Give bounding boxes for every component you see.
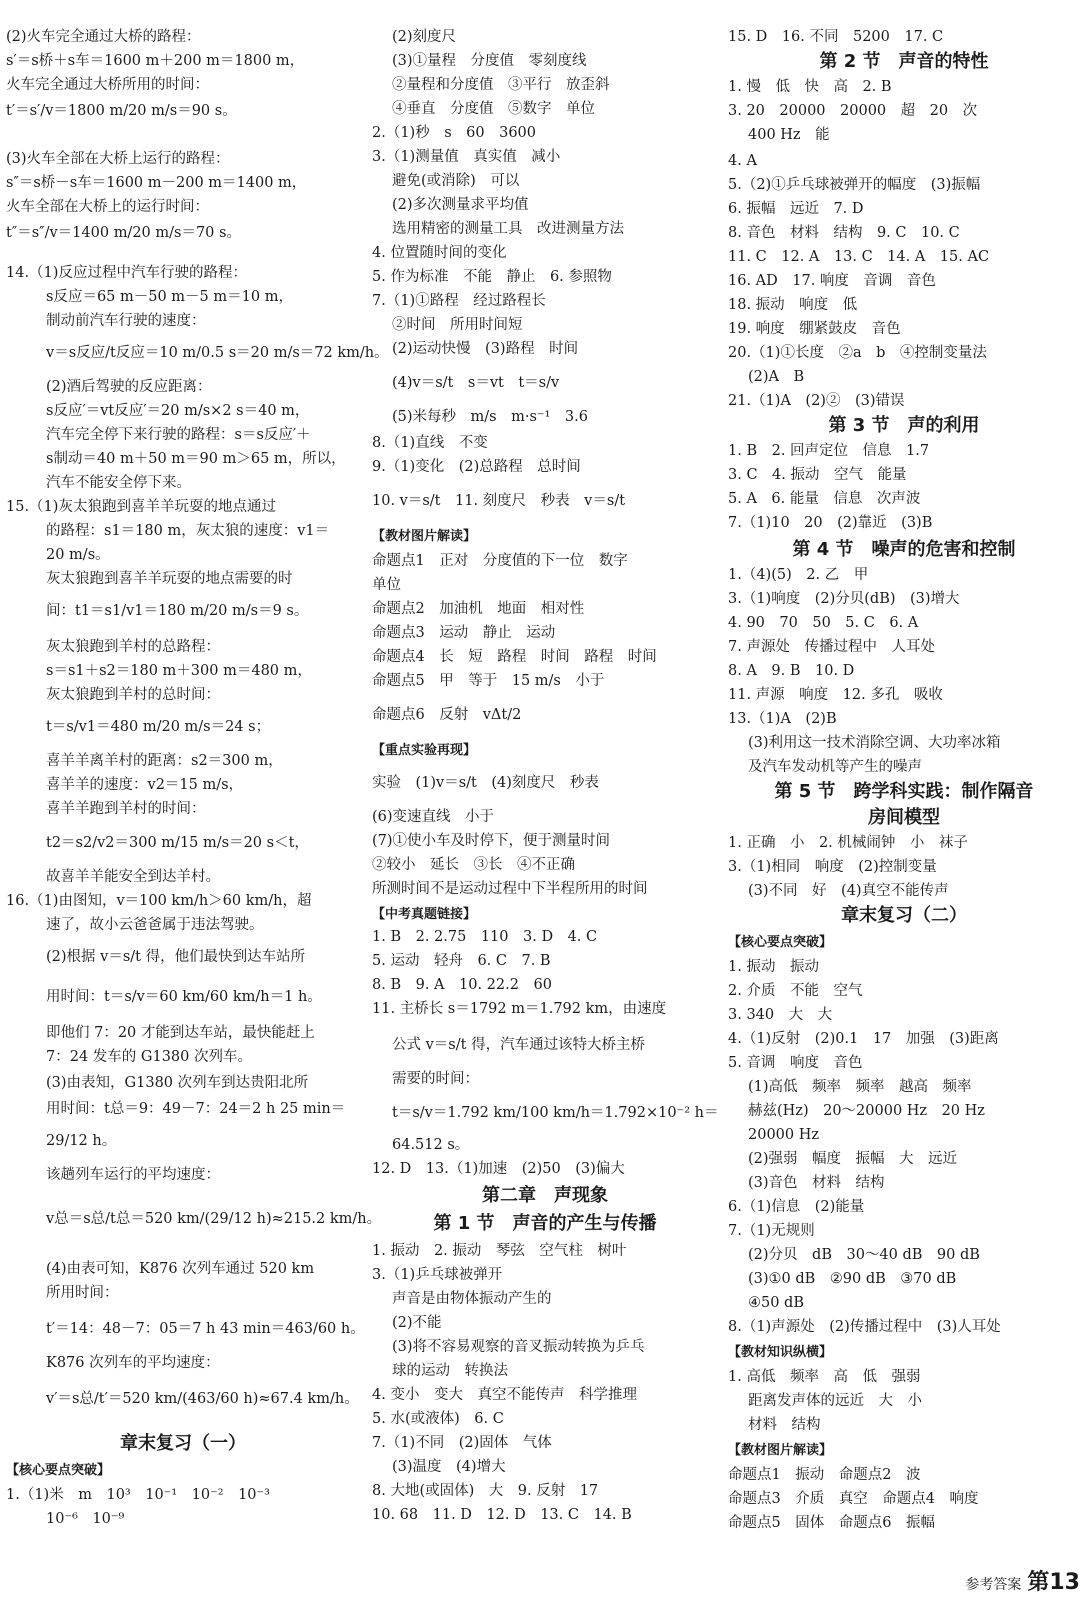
text-line: 灰太狼跑到喜羊羊玩耍的地点需要的时 — [46, 571, 293, 587]
text-line: 1.（1)米 m 10³ 10⁻¹ 10⁻² 10⁻³ — [6, 1487, 270, 1503]
text-line: 11. 声源 响度 12. 多孔 吸收 — [728, 687, 943, 703]
text-line: 1. 慢 低 快 高 2. B — [728, 79, 892, 95]
text-line: 2.（1)秒 s 60 3600 — [372, 125, 537, 141]
text-line: s″＝s桥－s车＝1600 m－200 m＝1400 m， — [6, 175, 307, 191]
text-line: 需要的时间： — [392, 1071, 479, 1087]
section-heading: 第 1 节 声音的产生与传播 — [433, 1213, 657, 1234]
text-line: (3)火车全部在大桥上运行的路程： — [6, 151, 230, 167]
text-line: 及汽车发动机等产生的噪声 — [748, 759, 922, 775]
text-line: 命题点1 振动 命题点2 波 — [728, 1467, 921, 1483]
text-line: 12. D 13.（1)加速 (2)50 (3)偏大 — [372, 1161, 625, 1177]
text-line: 即他们 7：20 才能到达车站，最快能赶上 — [46, 1025, 315, 1041]
text-line: 8.（1)声源处 (2)传播过程中 (3)人耳处 — [728, 1319, 1001, 1335]
text-line: 1.（4)(5) 2. 乙 甲 — [728, 567, 869, 583]
text-line: 1. 振动 2. 振动 琴弦 空气柱 树叶 — [372, 1243, 627, 1259]
text-line: 命题点3 运动 静止 运动 — [372, 625, 556, 641]
text-line: 5. 水(或液体) 6. C — [372, 1411, 504, 1427]
section-tag: 【核心要点突破】 — [728, 935, 833, 950]
text-line: 29/12 h。 — [46, 1133, 117, 1149]
text-line: 11. 主桥长 s＝1792 m＝1.792 km，由速度 — [372, 1001, 667, 1017]
text-line: 4.（1)反射 (2)0.1 17 加强 (3)距离 — [728, 1031, 999, 1047]
text-line: 7. 声源处 传播过程中 人耳处 — [728, 639, 935, 655]
text-line: 400 Hz 能 — [748, 127, 830, 143]
text-line: 1. 振动 振动 — [728, 959, 819, 975]
text-line: 8. 音色 材料 结构 9. C 10. C — [728, 225, 960, 241]
text-line: 1. 高低 频率 高 低 强弱 — [728, 1369, 921, 1385]
text-line: 用时间：t＝s/v＝60 km/60 km/h＝1 h。 — [46, 989, 322, 1005]
text-line: 16.（1)由图知，v＝100 km/h＞60 km/h，超 — [6, 893, 312, 909]
text-line: ②较小 延长 ③长 ④不正确 — [372, 857, 575, 873]
text-line: 2. 介质 不能 空气 — [728, 983, 863, 999]
text-line: (6)变速直线 小于 — [372, 809, 495, 825]
text-line: 5. A 6. 能量 信息 次声波 — [728, 491, 921, 507]
text-line: 命题点3 介质 真空 命题点4 响度 — [728, 1491, 979, 1507]
text-line: t2＝s2/v2＝300 m/15 m/s＝20 s＜t， — [46, 835, 309, 851]
text-line: 5. 作为标准 不能 静止 6. 参照物 — [372, 269, 612, 285]
text-line: (2)分贝 dB 30～40 dB 90 dB — [748, 1247, 980, 1263]
section-heading: 第 5 节 跨学科实践：制作隔音 — [774, 781, 1034, 802]
text-line: 汽车不能安全停下来。 — [46, 475, 191, 491]
text-line: 15.（1)灰太狼跑到喜羊羊玩耍的地点通过 — [6, 499, 276, 515]
text-line: (2)多次测量求平均值 — [392, 197, 529, 213]
text-line: 用时间：t总＝9：49－7：24＝2 h 25 min＝ — [46, 1101, 346, 1117]
text-line: 14.（1)反应过程中汽车行驶的路程： — [6, 265, 247, 281]
text-line: 1. B 2. 回声定位 信息 1.7 — [728, 443, 930, 459]
text-line: 7.（1)10 20 (2)靠近 (3)B — [728, 515, 933, 531]
text-line: K876 次列车的平均速度： — [46, 1355, 220, 1371]
section-heading: 第 2 节 声音的特性 — [819, 51, 989, 72]
text-line: 5. 运动 轻舟 6. C 7. B — [372, 953, 551, 969]
text-line: 制动前汽车行驶的速度： — [46, 313, 206, 329]
text-line: 汽车完全停下来行驶的路程：s＝s反应′＋ — [46, 427, 311, 443]
text-line: 3. 340 大 大 — [728, 1007, 833, 1023]
section-heading: 章末复习（一） — [120, 1433, 246, 1454]
text-line: 4. 位置随时间的变化 — [372, 245, 507, 261]
text-line: 公式 v＝s/t 得，汽车通过该特大桥主桥 — [392, 1037, 646, 1053]
text-line: 3.（1)响度 (2)分贝(dB) (3)增大 — [728, 591, 960, 607]
text-line: 的路程：s1＝180 m，灰太狼的速度：v1＝ — [46, 523, 330, 539]
section-tag: 【教材图片解读】 — [372, 529, 477, 544]
text-line: (2)酒后驾驶的反应距离： — [46, 379, 212, 395]
text-line: t′＝s′/v＝1800 m/20 m/s＝90 s。 — [6, 103, 237, 119]
text-line: 灰太狼跑到羊村的总时间： — [46, 687, 220, 703]
section-tag: 【教材知识纵横】 — [728, 1345, 833, 1360]
text-line: s＝s1＋s2＝180 m＋300 m＝480 m， — [46, 663, 312, 679]
text-line: 10. 68 11. D 12. D 13. C 14. B — [372, 1507, 632, 1523]
text-line: (3)音色 材料 结构 — [748, 1175, 885, 1191]
text-line: 该趟列车运行的平均速度： — [46, 1167, 220, 1183]
text-line: 命题点5 甲 等于 15 m/s 小于 — [372, 673, 605, 689]
text-line: 1. B 2. 2.75 110 3. D 4. C — [372, 929, 598, 945]
text-line: 喜羊羊跑到羊村的时间： — [46, 801, 206, 817]
text-line: ②时间 所用时间短 — [392, 317, 523, 333]
text-line: (1)高低 频率 频率 越高 频率 — [748, 1079, 972, 1095]
text-line: t＝s/v＝1.792 km/100 km/h＝1.792×10⁻² h＝ — [392, 1105, 719, 1121]
footer-label: 参考答案 — [965, 1577, 1022, 1593]
text-line: (2)不能 — [392, 1315, 442, 1331]
text-line: (5)米每秒 m/s m·s⁻¹ 3.6 — [392, 409, 588, 425]
text-line: v＝s反应/t反应＝10 m/0.5 s＝20 m/s＝72 km/h。 — [46, 345, 389, 361]
section-heading: 第 4 节 噪声的危害和控制 — [792, 539, 1016, 560]
text-line: s制动＝40 m＋50 m＝90 m＞65 m，所以， — [46, 451, 346, 467]
text-line: (3)由表知，G1380 次列车到达贵阳北所 — [46, 1075, 309, 1091]
text-line: 距离发声体的远近 大 小 — [748, 1393, 922, 1409]
text-line: v总＝s总/t总＝520 km/(29/12 h)≈215.2 km/h。 — [46, 1211, 382, 1227]
text-line: 命题点2 加油机 地面 相对性 — [372, 601, 585, 617]
text-line: 选用精密的测量工具 改进测量方法 — [392, 221, 624, 237]
text-line: 10. v＝s/t 11. 刻度尺 秒表 v＝s/t — [372, 493, 626, 509]
text-line: (3)利用这一技术消除空调、大功率冰箱 — [748, 735, 1001, 751]
text-line: 灰太狼跑到羊村的总路程： — [46, 639, 220, 655]
text-line: 赫兹(Hz) 20～20000 Hz 20 Hz — [748, 1103, 985, 1119]
text-line: 3.（1)相同 响度 (2)控制变量 — [728, 859, 937, 875]
section-heading: 第 3 节 声的利用 — [828, 415, 980, 436]
text-line: (2)强弱 幅度 振幅 大 远近 — [748, 1151, 958, 1167]
text-line: (2)A B — [748, 369, 805, 385]
section-heading: 章末复习（二） — [841, 905, 967, 926]
text-line: 火车完全通过大桥所用的时间： — [6, 77, 209, 93]
section-tag: 【重点实验再现】 — [372, 743, 477, 758]
text-line: 5.（2)①乒乓球被弹开的幅度 (3)振幅 — [728, 177, 981, 193]
text-line: 8. 大地(或固体) 大 9. 反射 17 — [372, 1483, 599, 1499]
text-line: 材料 结构 — [748, 1417, 821, 1433]
text-line: 18. 振动 响度 低 — [728, 297, 858, 313]
text-line: (4)由表可知，K876 次列车通过 520 km — [46, 1261, 315, 1277]
text-line: 喜羊羊离羊村的距离：s2＝300 m， — [46, 753, 283, 769]
section-heading: 房间模型 — [868, 807, 940, 828]
text-line: s反应＝65 m－50 m－5 m＝10 m， — [46, 289, 293, 305]
text-line: 7.（1)不同 (2)固体 气体 — [372, 1435, 552, 1451]
text-line: t′＝14：48－7：05＝7 h 43 min＝463/60 h。 — [46, 1321, 365, 1337]
page-number-text: 第13 — [1027, 1570, 1080, 1595]
text-line: s′＝s桥＋s车＝1600 m＋200 m＝1800 m， — [6, 53, 305, 69]
text-line: 7.（1)无规则 — [728, 1223, 815, 1239]
text-line: 命题点1 正对 分度值的下一位 数字 — [372, 553, 628, 569]
text-line: 20 m/s。 — [46, 547, 110, 563]
text-line: 8. A 9. B 10. D — [728, 663, 855, 679]
text-line: ②量程和分度值 ③平行 放歪斜 — [392, 77, 610, 93]
text-line: (3)将不容易观察的音叉振动转换为乒乓 — [392, 1339, 645, 1355]
text-line: 10⁻⁶ 10⁻⁹ — [46, 1511, 125, 1527]
text-line: (4)v＝s/t s＝vt t＝s/v — [392, 375, 560, 391]
text-line: 20000 Hz — [748, 1127, 820, 1143]
text-line: (2)运动快慢 (3)路程 时间 — [392, 341, 579, 357]
page-number — [965, 1565, 1080, 1596]
chapter-heading: 第二章 声现象 — [482, 1185, 608, 1206]
text-line: 3.（1)测量值 真实值 减小 — [372, 149, 561, 165]
text-line: 命题点5 固体 命题点6 振幅 — [728, 1515, 935, 1531]
text-line: 11. C 12. A 13. C 14. A 15. AC — [728, 249, 990, 265]
text-line: (3)不同 好 (4)真空不能传声 — [748, 883, 949, 899]
text-line: 7.（1)①路程 经过路程长 — [372, 293, 546, 309]
text-line: 4. 90 70 50 5. C 6. A — [728, 615, 919, 631]
text-line: 5. 音调 响度 音色 — [728, 1055, 863, 1071]
text-line: 实验 (1)v＝s/t (4)刻度尺 秒表 — [372, 775, 599, 791]
text-line: 避免(或消除) 可以 — [392, 173, 520, 189]
text-line: 速了，故小云爸爸属于违法驾驶。 — [46, 917, 264, 933]
text-line: 64.512 s。 — [392, 1137, 470, 1153]
text-line: 9.（1)变化 (2)总路程 总时间 — [372, 459, 581, 475]
text-line: 15. D 16. 不同 5200 17. C — [728, 29, 944, 45]
text-line: 3. C 4. 振动 空气 能量 — [728, 467, 907, 483]
text-line: 8.（1)直线 不变 — [372, 435, 488, 451]
text-line: 4. A — [728, 153, 757, 169]
text-line: 命题点6 反射 vΔt/2 — [372, 707, 522, 723]
text-line: s反应′＝vt反应′＝20 m/s×2 s＝40 m， — [46, 403, 310, 419]
text-line: v′＝s总/t′＝520 km/(463/60 h)≈67.4 km/h。 — [46, 1391, 359, 1407]
text-line: 3. 20 20000 20000 超 20 次 — [728, 103, 978, 119]
text-line: 4. 变小 变大 真空不能传声 科学推理 — [372, 1387, 637, 1403]
text-line: 球的运动 转换法 — [392, 1363, 508, 1379]
text-line: 3.（1)乒乓球被弹开 — [372, 1267, 503, 1283]
text-line: t＝s/v1＝480 m/20 m/s＝24 s； — [46, 719, 271, 735]
text-line: (3)①0 dB ②90 dB ③70 dB — [748, 1271, 957, 1287]
text-line: 间：t1＝s1/v1＝180 m/20 m/s＝9 s。 — [46, 603, 309, 619]
text-line: 19. 响度 绷紧鼓皮 音色 — [728, 321, 901, 337]
text-line: 6.（1)信息 (2)能量 — [728, 1199, 865, 1215]
text-line: (3)①量程 分度值 零刻度线 — [392, 53, 587, 69]
text-line: 命题点4 长 短 路程 时间 路程 时间 — [372, 649, 657, 665]
text-line: ④垂直 分度值 ⑤数字 单位 — [392, 101, 595, 117]
text-line: (2)火车完全通过大桥的路程： — [6, 29, 201, 45]
text-line: 6. 振幅 远近 7. D — [728, 201, 864, 217]
text-line: 7：24 发车的 G1380 次列车。 — [46, 1049, 252, 1065]
text-line: t″＝s″/v＝1400 m/20 m/s＝70 s。 — [6, 225, 241, 241]
text-line: (7)①使小车及时停下，便于测量时间 — [372, 833, 611, 849]
text-line: 故喜羊羊能安全到达羊村。 — [46, 869, 220, 885]
text-line: 16. AD 17. 响度 音调 音色 — [728, 273, 936, 289]
text-line: ④50 dB — [748, 1295, 804, 1311]
text-line: 8. B 9. A 10. 22.2 60 — [372, 977, 552, 993]
text-line: 21.（1)A (2)② (3)错误 — [728, 393, 905, 409]
section-tag: 【教材图片解读】 — [728, 1443, 833, 1458]
section-tag: 【中考真题链接】 — [372, 907, 477, 922]
text-line: (2)根据 v＝s/t 得，他们最快到达车站所 — [46, 949, 306, 965]
text-line: (2)刻度尺 — [392, 29, 457, 45]
text-line: 声音是由物体振动产生的 — [392, 1291, 552, 1307]
text-line: 所测时间不是运动过程中下半程所用的时间 — [372, 881, 648, 897]
text-line: 20.（1)①长度 ②a b ④控制变量法 — [728, 345, 987, 361]
section-tag: 【核心要点突破】 — [6, 1463, 111, 1478]
text-line: 13.（1)A (2)B — [728, 711, 837, 727]
text-line: 火车全部在大桥上的运行时间： — [6, 199, 209, 215]
text-line: 喜羊羊的速度：v2＝15 m/s， — [46, 777, 244, 793]
text-line: 1. 正确 小 2. 机械闹钟 小 袜子 — [728, 835, 968, 851]
text-line: (3)温度 (4)增大 — [392, 1459, 506, 1475]
text-line: 所用时间： — [46, 1285, 119, 1301]
text-line: 单位 — [372, 577, 401, 593]
